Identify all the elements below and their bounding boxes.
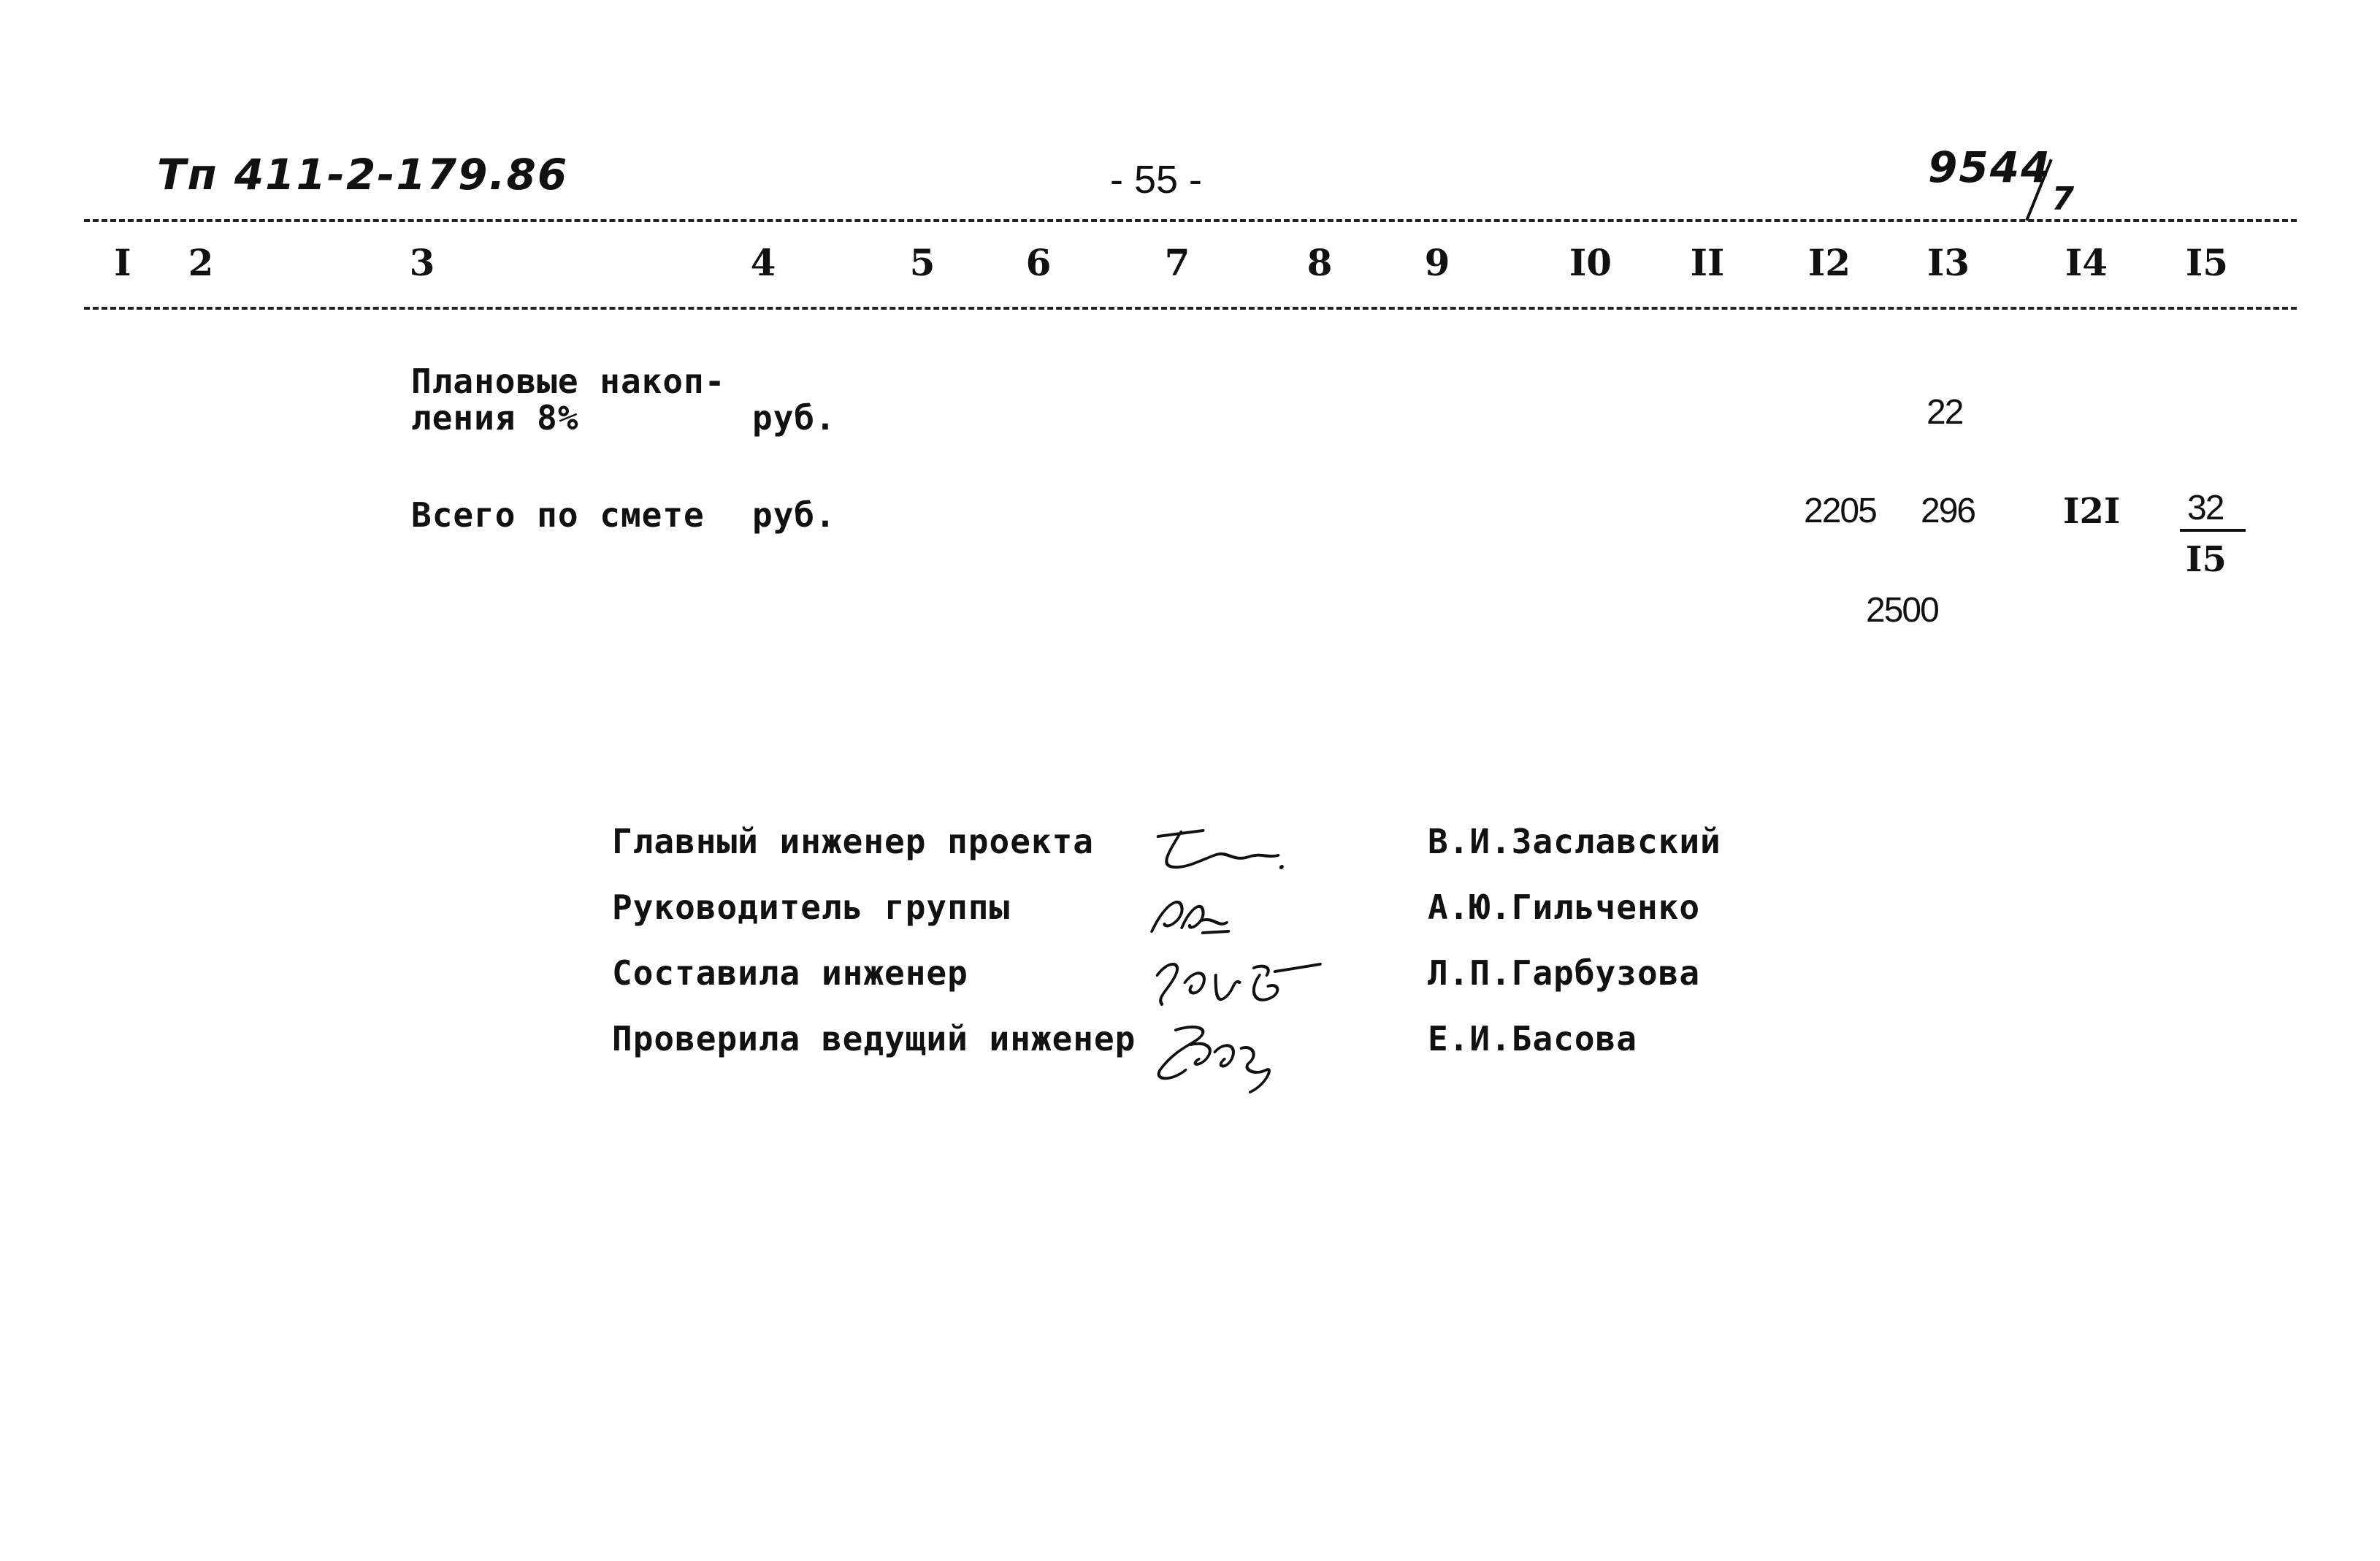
- handwritten-signature-3: [1139, 953, 1330, 1029]
- row-total-col14: I2I: [2063, 491, 2121, 532]
- header-rule-top: [84, 219, 2297, 222]
- signature-role-group-leader: Руководитель группы: [612, 888, 1011, 927]
- signature-role-checked-by: Проверила ведущий инженер: [612, 1019, 1136, 1058]
- row-total-col13: 296: [1921, 492, 1975, 530]
- column-number-3: 3: [409, 241, 435, 284]
- page-number: - 55 -: [1110, 158, 1203, 202]
- handwritten-signature-2: [1139, 888, 1256, 956]
- column-number-15: I5: [2185, 241, 2229, 284]
- signature-name-group-leader: А.Ю.Гильченко: [1428, 888, 1701, 927]
- document-code: Тп 411-2-179.86: [157, 150, 569, 199]
- column-number-1: I: [114, 241, 131, 284]
- row-planned-savings-label-line1: Плановые накоп-: [411, 362, 726, 401]
- row-planned-savings-label-line2: ления 8%: [411, 398, 579, 438]
- signature-role-compiled-by: Составила инженер: [612, 953, 968, 993]
- column-number-10: I0: [1569, 241, 1612, 284]
- column-number-13: I3: [1926, 241, 1970, 284]
- signature-name-compiled-by: Л.П.Гарбузова: [1428, 953, 1701, 993]
- column-number-7: 7: [1164, 241, 1190, 284]
- row-total-col15-denominator: I5: [2186, 539, 2227, 580]
- sheet-reference-sub: 7: [2051, 180, 2076, 218]
- column-number-11: II: [1690, 241, 1725, 284]
- header-rule-bottom: [84, 307, 2297, 310]
- column-number-9: 9: [1424, 241, 1450, 284]
- column-number-2: 2: [188, 241, 214, 284]
- row-total-col15-numerator: 32: [2187, 489, 2224, 527]
- sheet-reference: [1928, 142, 2076, 218]
- fraction-line: [2180, 529, 2246, 532]
- column-number-5: 5: [909, 241, 935, 284]
- handwritten-signature-4: [1137, 1019, 1324, 1110]
- row-total-col12: 2205: [1804, 492, 1876, 530]
- signature-name-checked-by: Е.И.Басова: [1428, 1019, 1637, 1058]
- column-number-12: I2: [1807, 241, 1851, 284]
- column-number-8: 8: [1306, 241, 1333, 284]
- row-total-unit: руб.: [752, 495, 836, 535]
- row-planned-savings-label: [411, 363, 725, 436]
- sheet-reference-main: 9544: [1928, 142, 2052, 192]
- handwritten-signature-1: [1139, 822, 1300, 890]
- signature-name-chief-engineer: В.И.Заславский: [1428, 822, 1721, 861]
- row-total-grand-total: 2500: [1866, 591, 1938, 630]
- column-number-14: I4: [2065, 241, 2108, 284]
- row-total-label: Всего по смете: [411, 495, 705, 535]
- row-planned-savings-unit: руб.: [752, 398, 836, 438]
- column-number-4: 4: [750, 241, 776, 284]
- signature-role-chief-engineer: Главный инженер проекта: [612, 822, 1094, 861]
- row-planned-savings-col13: 22: [1926, 393, 1963, 432]
- column-number-6: 6: [1025, 241, 1052, 284]
